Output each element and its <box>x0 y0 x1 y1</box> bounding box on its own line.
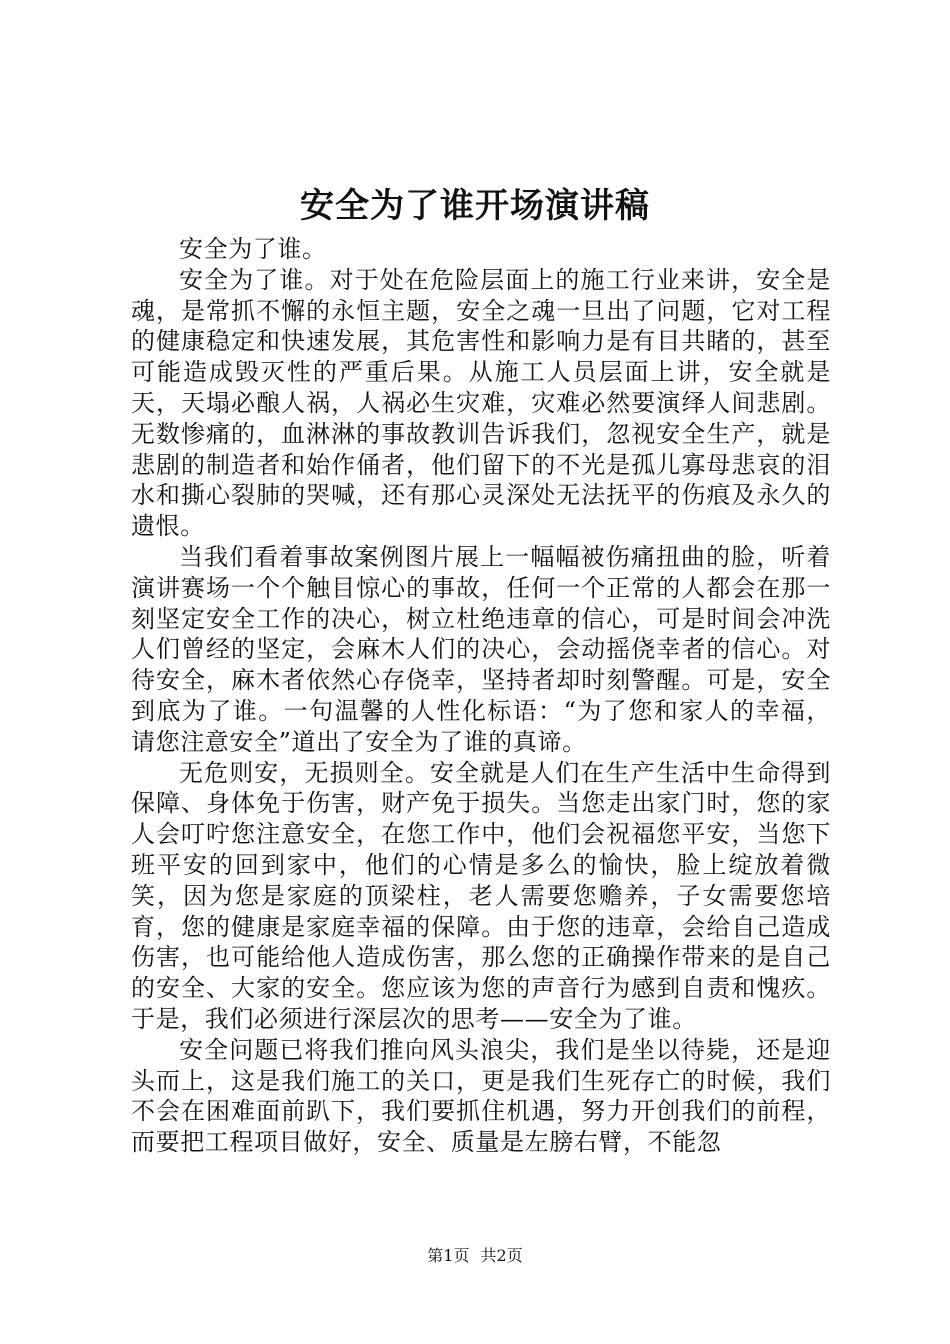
page-footer <box>0 1244 950 1268</box>
paragraph-1: 安全为了谁。 <box>179 235 327 263</box>
page-number-total: 共2页 <box>480 1246 523 1265</box>
page-number-current: 第1页 <box>427 1246 470 1265</box>
document-body <box>131 234 831 1158</box>
paragraph-5: 安全问题已将我们推向风头浪尖，我们是坐以待毙，还是迎头而上，这是我们施工的关口，更是我们生死存亡的时候，我们不会在困难面前趴下，我们要抓住机遇，努力开创我们的前程，而要把工程项目做好，安全、质量是左膀右臂，不能忽 <box>131 1035 831 1157</box>
paragraph-2: 安全为了谁。对于处在危险层面上的施工行业来讲，安全是魂，是常抓不懈的永恒主题，安全之魂一旦出了问题，它对工程的健康稳定和快速发展，其危害性和影响力是有目共睹的，甚至可能造成毁灭性的严重后果。从施工人员层面上讲，安全就是天，天塌必酿人祸，人祸必生灾难，灾难必然要演绎人间悲剧。无数惨痛的，血淋淋的事故教训告诉我们，忽视安全生产，就是悲剧的制造者和始作俑者，他们留下的不光是孤儿寡母悲哀的泪水和撕心裂肺的哭喊，还有那心灵深处无法抚平的伤痕及永久的遗恨。 <box>131 265 831 541</box>
document-title: 安全为了谁开场演讲稿 <box>300 186 650 226</box>
paragraph-4: 无危则安，无损则全。安全就是人们在生产生活中生命得到保障、身体免于伤害，财产免于损失。当您走出家门时，您的家人会叮咛您注意安全，在您工作中，他们会祝福您平安，当您下班平安的回到家中，他们的心情是多么的愉快，脸上绽放着微笑，因为您是家庭的顶梁柱，老人需要您赡养，子女需要您培育，您的健康是家庭幸福的保障。由于您的违章，会给自己造成伤害，也可能给他人造成伤害，那么您的正确操作带来的是自己的安全、大家的安全。您应该为您的声音行为感到自责和愧疚。于是，我们必须进行深层次的思考——安全为了谁。 <box>131 758 831 1033</box>
paragraph-3: 当我们看着事故案例图片展上一幅幅被伤痛扭曲的脸，听着演讲赛场一个个触目惊心的事故，任何一个正常的人都会在那一刻坚定安全工作的决心，树立杜绝违章的信心，可是时间会冲洗人们曾经的坚定，会麻木人们的决心，会动摇侥幸者的信心。对待安全，麻木者依然心存侥幸，坚持者却时刻警醒。可是，安全到底为了谁。一句温馨的人性化标语：“为了您和家人的幸福，请您注意安全”道出了安全为了谁的真谛。 <box>131 542 831 756</box>
